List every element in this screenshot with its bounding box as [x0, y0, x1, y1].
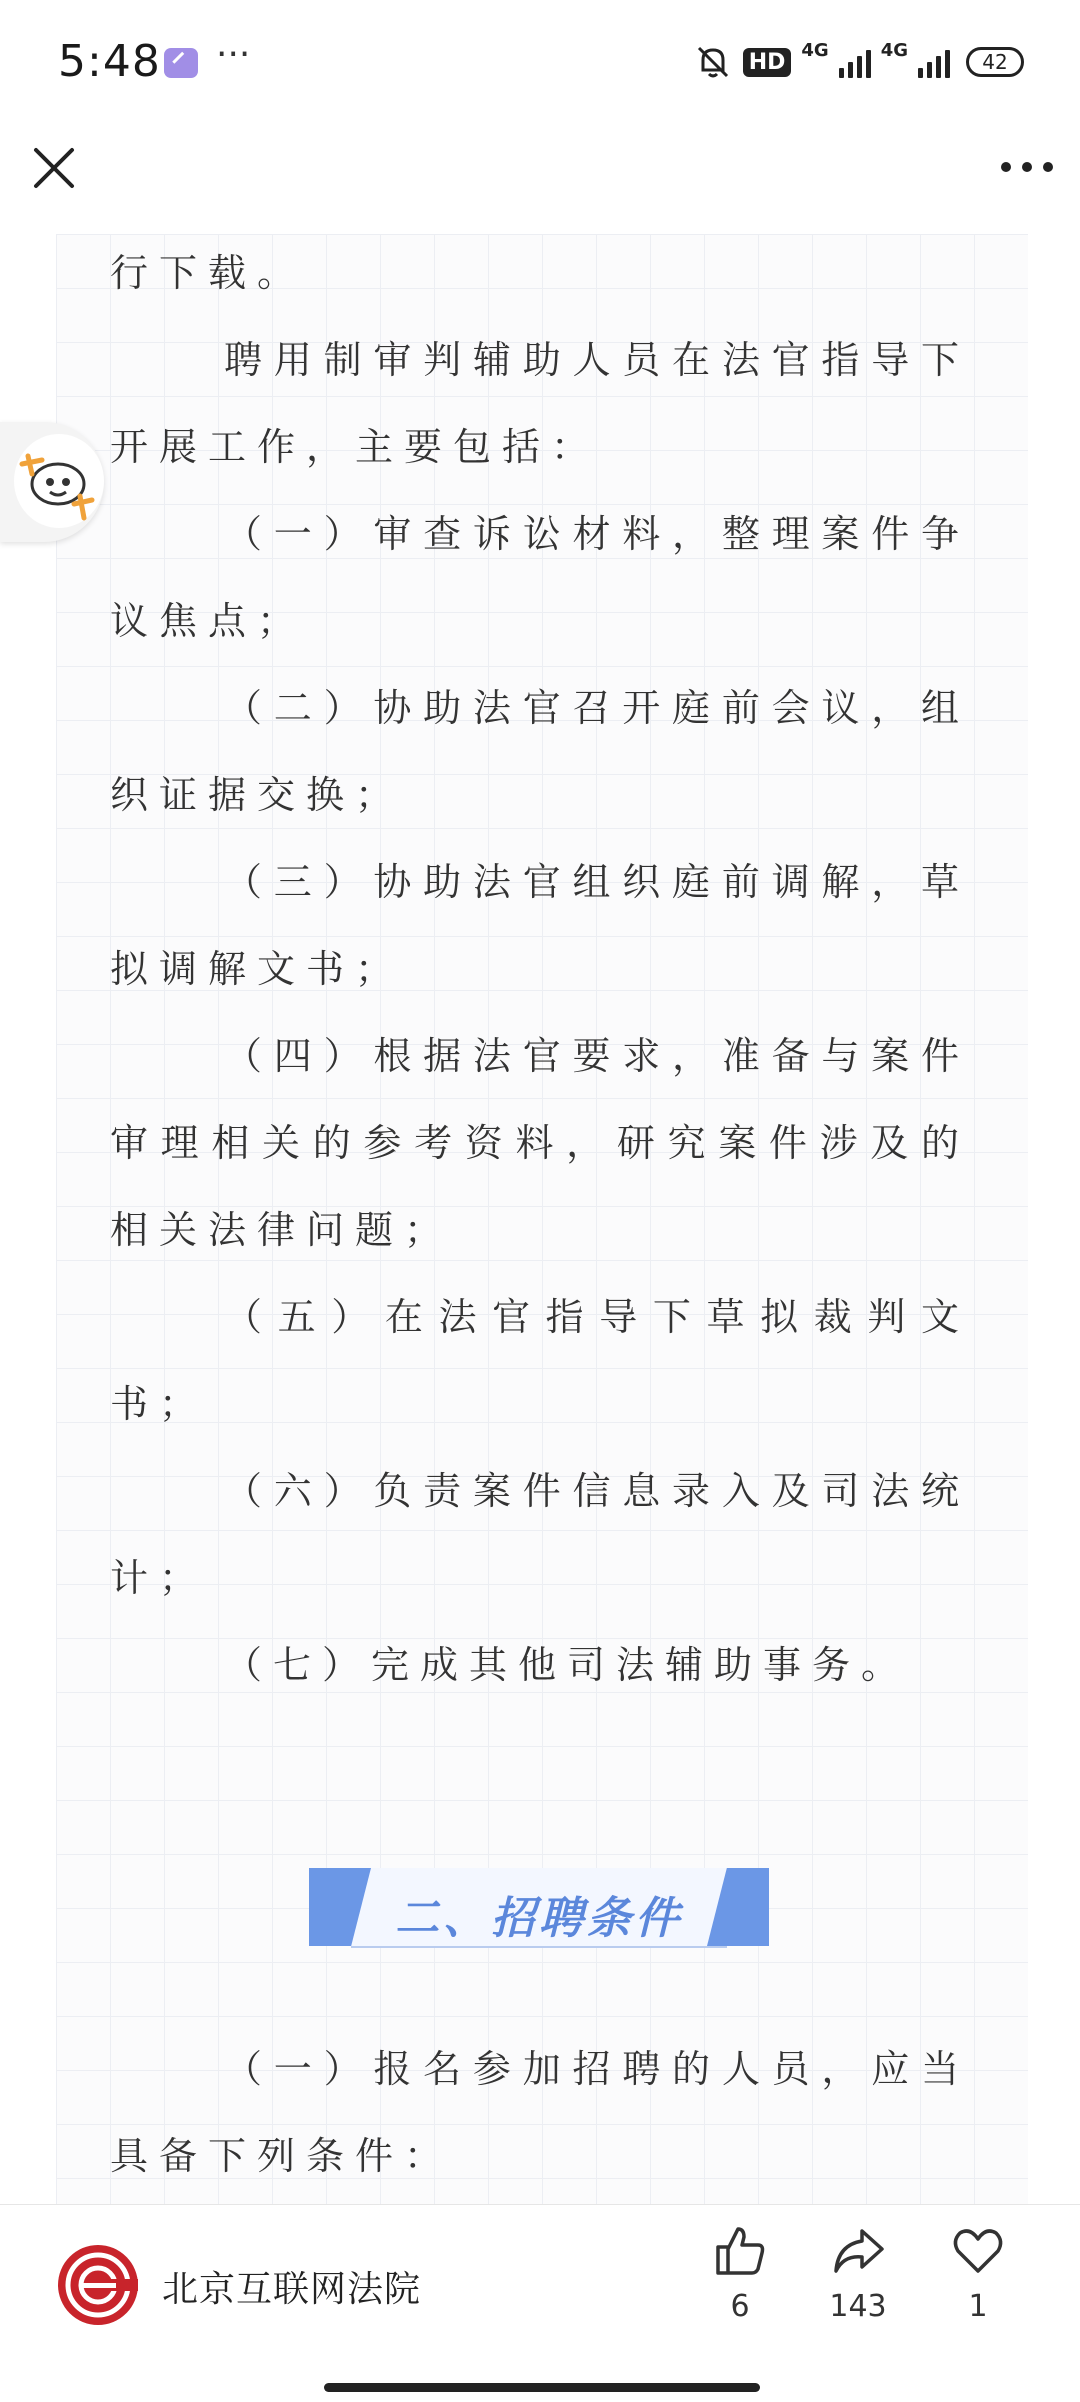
bell-off-icon	[693, 42, 733, 82]
thumbs-up-icon	[712, 2223, 768, 2279]
favorite-count: 1	[968, 2289, 988, 2324]
article-item-6: （六）负责案件信息录入及司法统计；	[110, 1469, 970, 1600]
signal-2-icon	[918, 46, 950, 78]
share-count: 143	[829, 2289, 887, 2324]
article-item-4: （四）根据法官要求，准备与案件审理相关的参考资料，研究案件涉及的相关法律问题；	[110, 1034, 970, 1252]
signal-1-icon	[839, 46, 871, 78]
article-item-2: （二）协助法官召开庭前会议，组织证据交换；	[110, 686, 970, 817]
section-heading	[309, 1868, 769, 1946]
article-item-3: （三）协助法官组织庭前调解，草拟调解文书；	[110, 860, 970, 991]
network-type-1: 4G	[801, 39, 829, 61]
home-indicator[interactable]	[324, 2383, 760, 2392]
heart-icon	[950, 2223, 1006, 2279]
share-button[interactable]	[808, 2223, 908, 2324]
article-paragraph-intro: 聘用制审判辅助人员在法官指导下开展工作，主要包括：	[110, 338, 970, 469]
app-notification-icon	[164, 48, 198, 78]
close-icon[interactable]	[30, 144, 78, 192]
battery-icon: 42	[966, 47, 1024, 77]
status-time: 5:48	[58, 36, 161, 87]
court-logo-icon[interactable]	[56, 2243, 140, 2327]
share-icon	[830, 2223, 886, 2279]
floating-read-badge[interactable]	[0, 422, 104, 542]
section-title: 二、招聘条件	[395, 1893, 683, 1944]
article-condition-1: （一）报名参加招聘的人员，应当具备下列条件：	[110, 2047, 970, 2178]
article-item-5: （五）在法官指导下草拟裁判文书；	[110, 1295, 970, 1426]
like-button[interactable]	[690, 2223, 790, 2324]
mascot-icon	[14, 434, 104, 528]
network-type-2: 4G	[880, 39, 908, 61]
status-bar	[0, 0, 1080, 124]
like-count: 6	[730, 2289, 750, 2324]
more-icon[interactable]	[1000, 154, 1054, 180]
hd-voice-icon: HD	[743, 48, 792, 77]
article-content	[56, 234, 1028, 2204]
favorite-button[interactable]	[928, 2223, 1028, 2324]
bottom-bar	[0, 2204, 1080, 2402]
article-item-1: （一）审查诉讼材料，整理案件争议焦点；	[110, 512, 970, 643]
article-line: 行下载。	[110, 251, 307, 295]
account-name[interactable]: 北京互联网法院	[162, 2269, 422, 2310]
more-notifications-indicator: ···	[216, 34, 251, 75]
article-item-7: （七）完成其他司法辅助事务。	[224, 1643, 911, 1687]
status-indicators	[693, 40, 1024, 84]
